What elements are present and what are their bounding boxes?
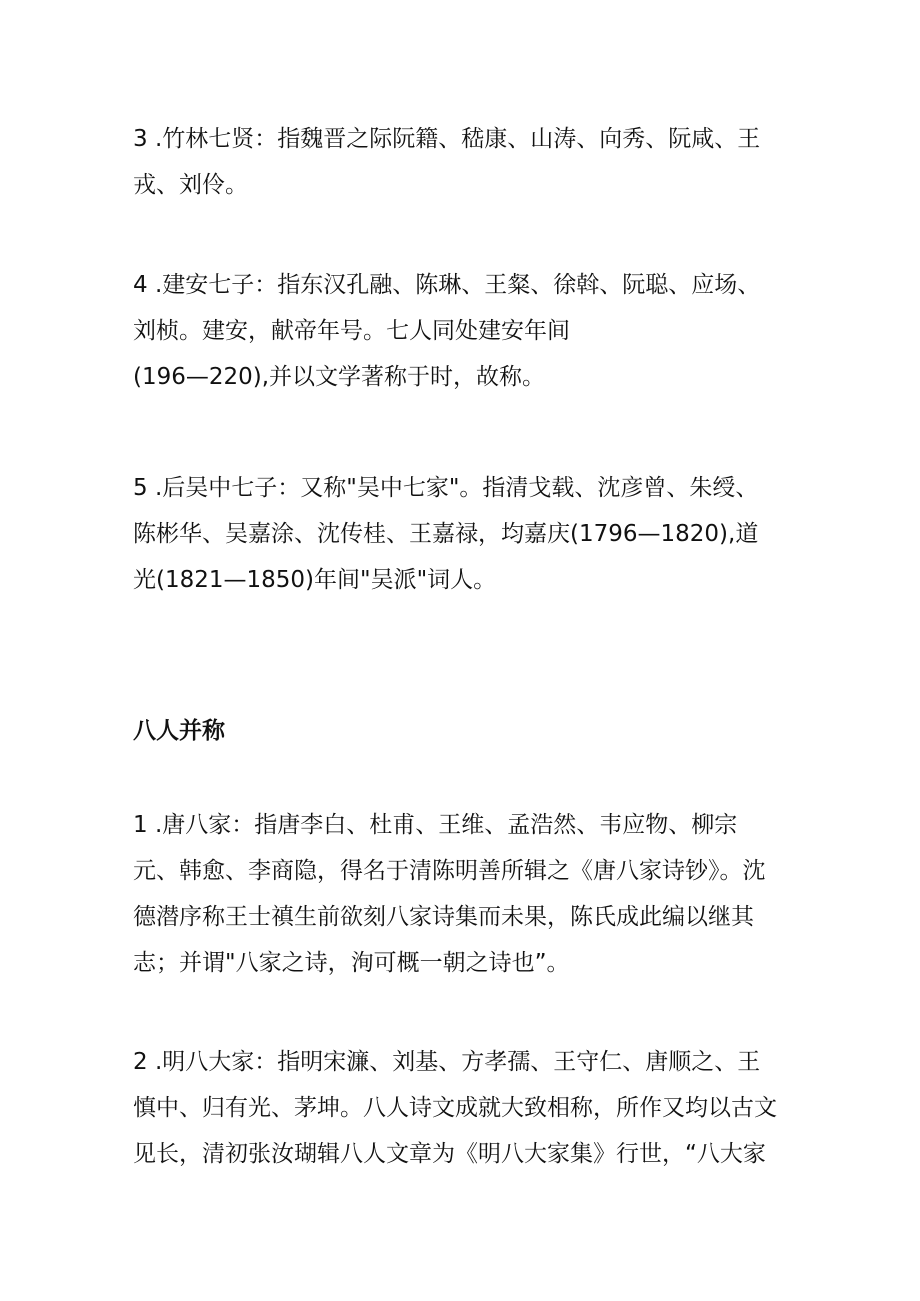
text-line: 5 .后吴中七子：又称"吴中七家"。指清戈载、沈彦曾、朱绶、 [133, 475, 759, 501]
section-heading: 八人并称 [133, 718, 225, 744]
text-line: 刘桢。建安，献帝年号。七人同处建安年间 [133, 318, 570, 344]
text-line: 志；并谓"八家之诗，洵可概一朝之诗也”。 [133, 950, 570, 976]
paragraph-hou-wuzhong-qizi [133, 465, 793, 603]
text-line: 元、韩愈、李商隐，得名于清陈明善所辑之《唐八家诗钞》。沈 [133, 858, 766, 884]
paragraph-zhulin-qixian [133, 116, 793, 208]
text-line: 4 .建安七子：指东汉孔融、陈琳、王粲、徐斡、阮聪、应场、 [133, 272, 761, 298]
text-line: (196—220),并以文学著称于时，故称。 [133, 364, 546, 390]
text-line: 2 .明八大家：指明宋濂、刘基、方孝孺、王守仁、唐顺之、王 [133, 1049, 761, 1075]
text-line: 德潜序称王士禛生前欲刻八家诗集而未果，陈氏成此编以继其 [133, 904, 754, 930]
text-line: 光(1821—1850)年间"吴派"词人。 [133, 567, 497, 593]
text-line: 陈彬华、吴嘉涂、沈传桂、王嘉禄，均嘉庆(1796—1820),道 [133, 521, 759, 547]
text-line: 3 .竹林七贤：指魏晋之际阮籍、嵇康、山涛、向秀、阮咸、王 [133, 126, 761, 152]
text-line: 1 .唐八家：指唐李白、杜甫、王维、孟浩然、韦应物、柳宗 [133, 812, 738, 838]
paragraph-jianan-qizi [133, 262, 793, 400]
text-line: 戎、刘伶。 [133, 172, 248, 198]
paragraph-ming-badajia [133, 1039, 793, 1177]
paragraph-tang-bajia [133, 802, 793, 986]
text-line: 慎中、归有光、茅坤。八人诗文成就大致相称，所作又均以古文 [133, 1095, 777, 1121]
text-line: 见长，清初张汝瑚辑八人文章为《明八大家集》行世，“八大家 [133, 1141, 766, 1167]
